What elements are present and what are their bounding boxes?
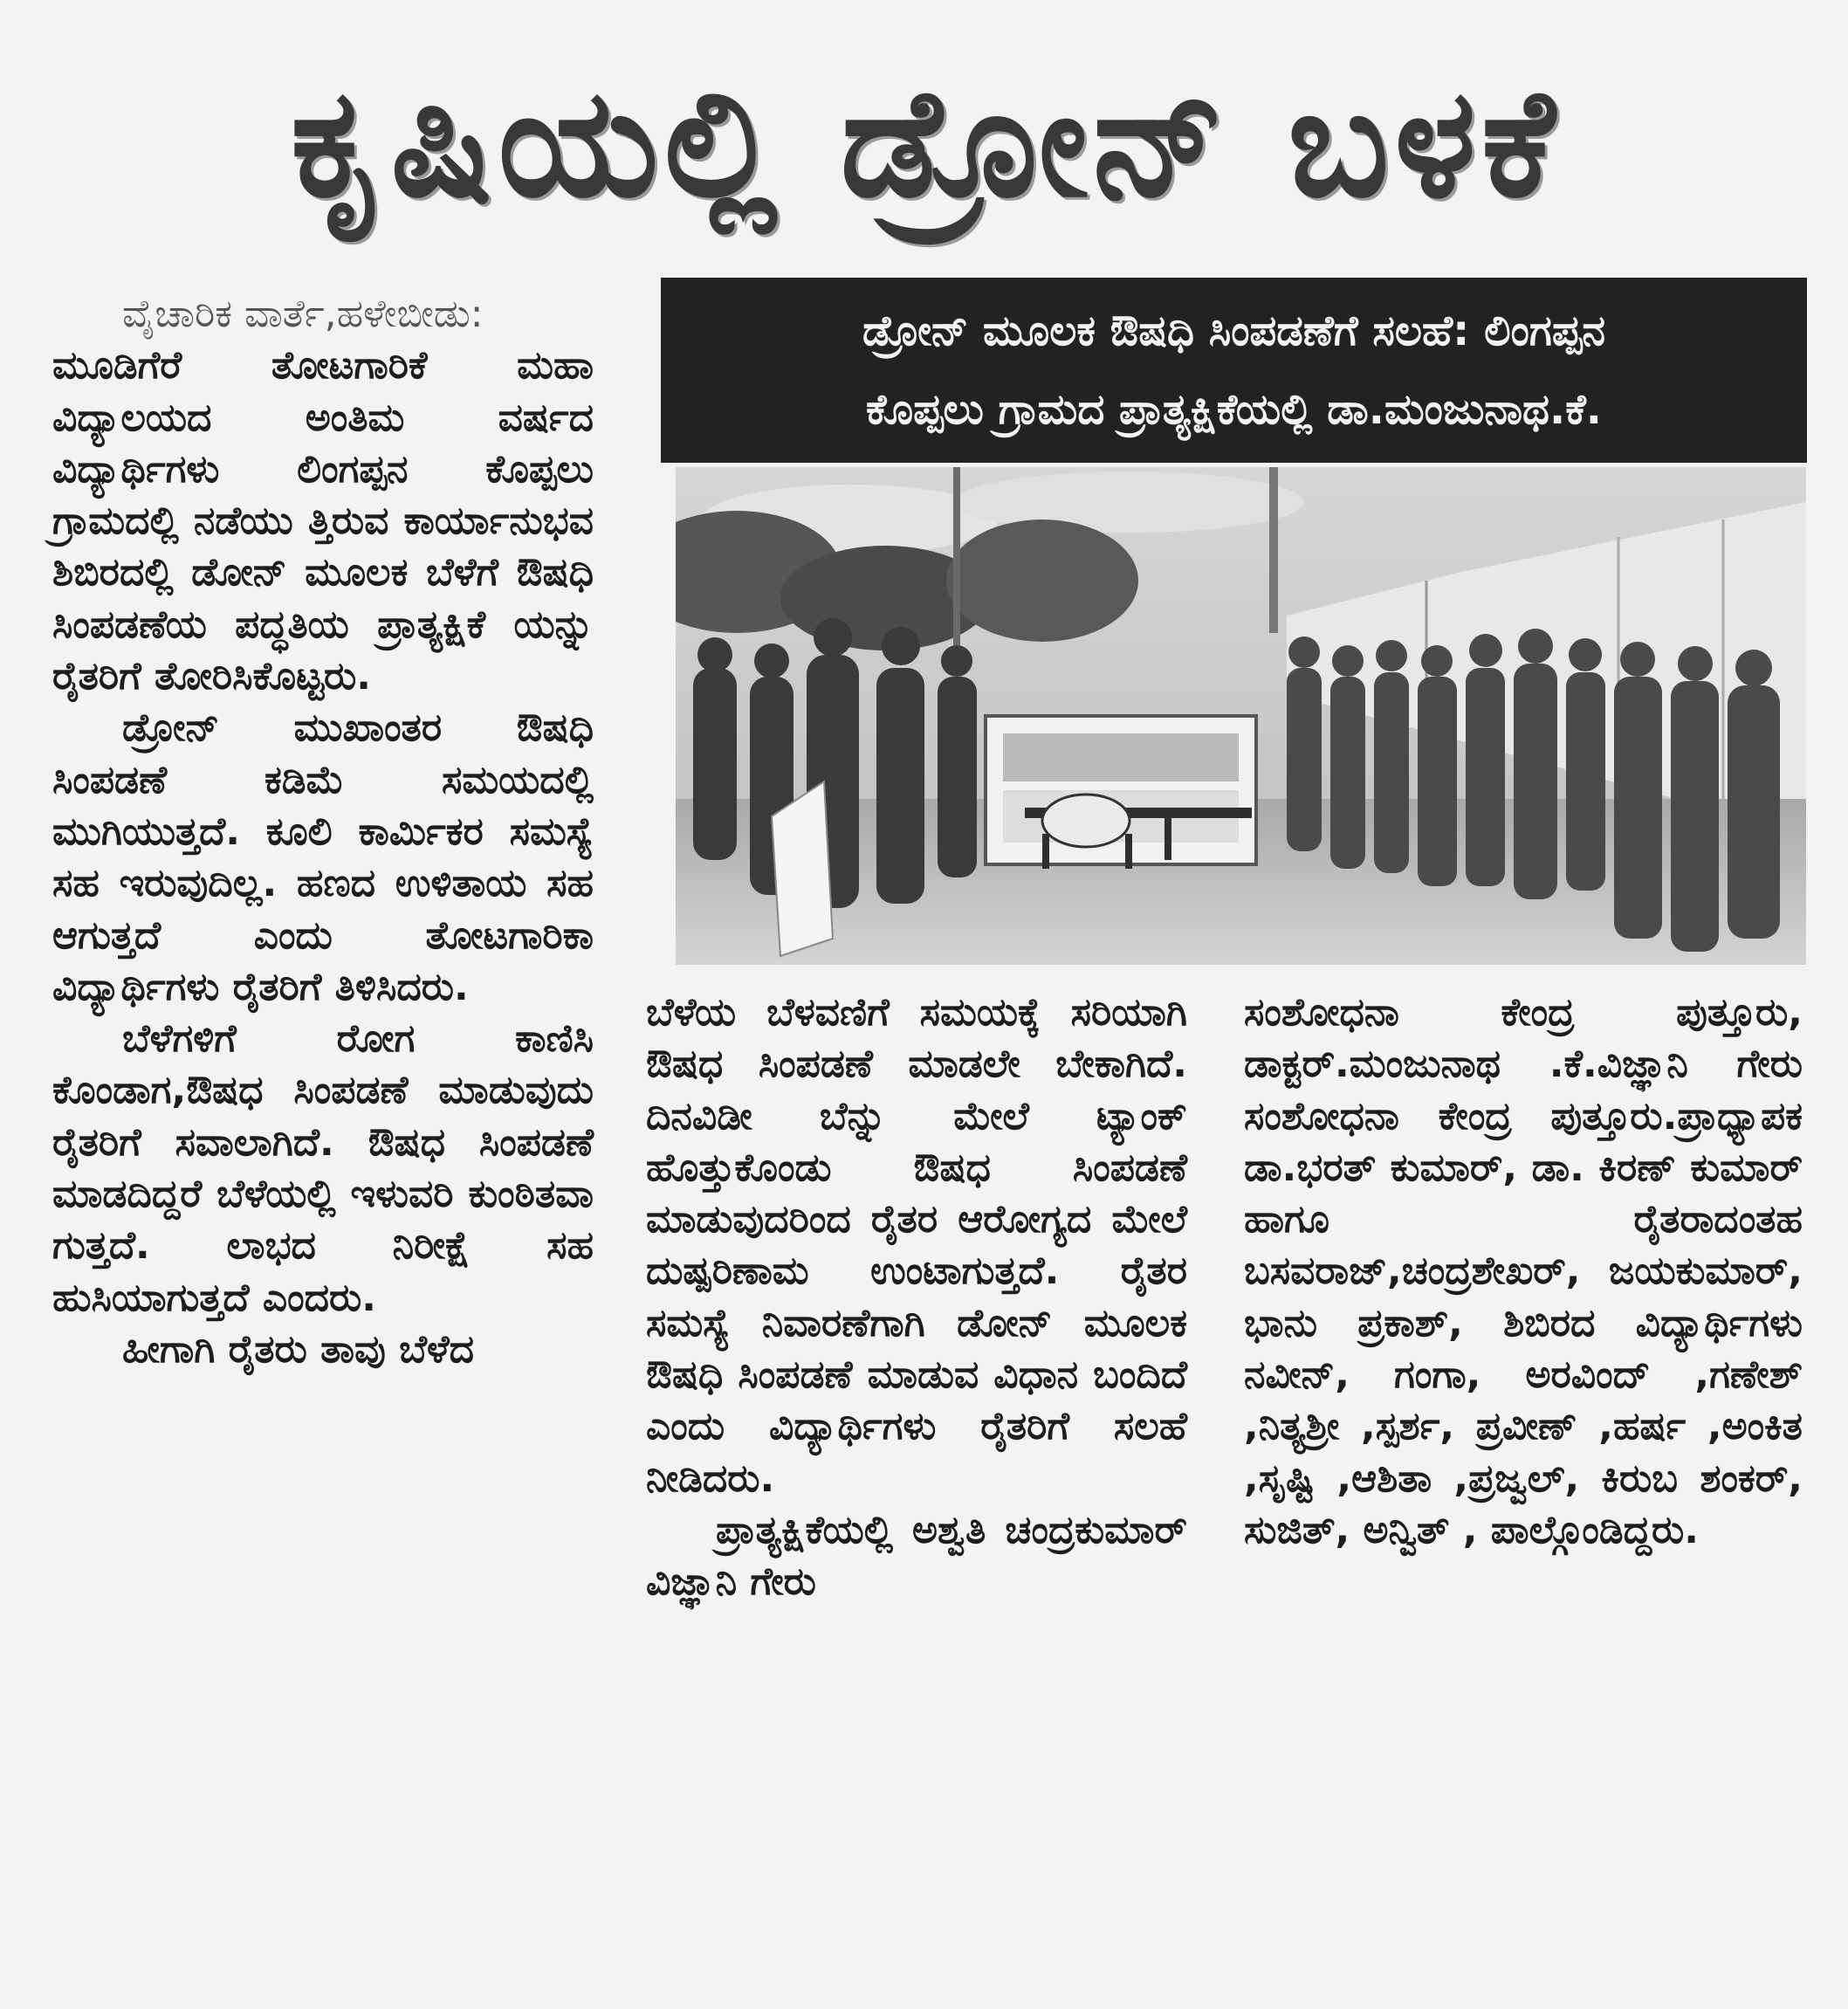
article-paragraph: ಬೆಳೆಯ ಬೆಳವಣಿಗೆ ಸಮಯಕ್ಕೆ ಸರಿಯಾಗಿ ಔಷಧ ಸಿಂಪಡಣೆ ಮಾಡಲೇ ಬೇಕಾಗಿದೆ. ದಿನವಿಡೀ ಬೆನ್ನು ಮೇಲೆ ಟ್ಯಾಂಕ್ ಹೊತ್ತುಕೊಂಡು ಔಷಧ ಸಿಂಪಡಣೆ ಮಾಡುವುದರಿಂದ ರೈತರ ಆರೋಗ್ಯದ ಮೇಲೆ ದುಷ್ಪರಿಣಾಮ ಉಂಟಾಗುತ್ತದೆ. ರೈತರ ಸಮಸ್ಯೆ ನಿವಾರಣೆಗಾಗಿ ಡೋನ್ ಮೂಲಕ ಔಷಧಿ ಸಿಂಪಡಣೆ ಮಾಡುವ ವಿಧಾನ ಬಂದಿದೆ ಎಂದು ವಿದ್ಯಾರ್ಥಿಗಳು ರೈತರಿಗೆ ಸಲಹೆ ನೀಡಿದರು. xyxy=(646,990,1187,1501)
caption-line-1: ಡ್ರೋನ್ ಮೂಲಕ ಔಷಧಿ ಸಿಂಪಡಣೆಗೆ ಸಲಹೆ: ಲಿಂಗಪ್ಪನ xyxy=(862,306,1606,355)
article-paragraph: ಡ್ರೋನ್ ಮುಖಾಂತರ ಔಷಧಿ ಸಿಂಪಡಣೆ ಕಡಿಮೆ ಸಮಯದಲ್ಲಿ ಮುಗಿಯುತ್ತದೆ. ಕೂಲಿ ಕಾರ್ಮಿಕರ ಸಮಸ್ಯೆ ಸಹ ಇರುವುದಿಲ್ಲ. ಹಣದ ಉಳಿತಾಯ ಸಹ ಆಗುತ್ತದೆ ಎಂದು ತೋಟಗಾರಿಕಾ ವಿದ್ಯಾರ್ಥಿಗಳು ರೈತರಿಗೆ ತಿಳಿಸಿದರು. xyxy=(52,705,594,1009)
dateline: ವೈಚಾರಿಕ ವಾರ್ತೆ,ಹಳೇಬೀಡು: xyxy=(122,292,484,336)
article-paragraph: ಮೂಡಿಗೆರೆ ತೋಟಗಾರಿಕೆ ಮಹಾ ವಿದ್ಯಾಲಯದ ಅಂತಿಮ ವರ್ಷದ ವಿದ್ಯಾರ್ಥಿಗಳು ಲಿಂಗಪ್ಪನ ಕೊಪ್ಪಲು ಗ್ರಾಮದಲ್ಲಿ ನಡೆಯು ತ್ತಿರುವ ಕಾರ್ಯಾನುಭವ ಶಿಬಿರದಲ್ಲಿ ಡೋನ್ ಮೂಲಕ ಬೆಳೆಗೆ ಔಷಧಿ ಸಿಂಪಡಣೆಯ ಪದ್ಧತಿಯ ಪ್ರಾತ್ಯಕ್ಷಿಕೆ ಯನ್ನು ರೈತರಿಗೆ ತೋರಿಸಿಕೊಟ್ಟರು. xyxy=(52,343,594,699)
photo-caption xyxy=(661,278,1807,463)
article-paragraph: ಹೀಗಾಗಿ ರೈತರು ತಾವು ಬೆಳೆದ xyxy=(122,1326,475,1372)
caption-line-2: ಕೊಪ್ಪಲು ಗ್ರಾಮದ ಪ್ರಾತ್ಯಕ್ಷಿಕೆಯಲ್ಲಿ ಡಾ.ಮಂಜುನಾಥ.ಕೆ. xyxy=(865,385,1603,434)
news-photo xyxy=(676,467,1806,965)
article-paragraph: ಪ್ರಾತ್ಯಕ್ಷಿಕೆಯಲ್ಲಿ ಅಶ್ವತಿ ಚಂದ್ರಕುಮಾರ್ ವಿಜ್ಞಾನಿ ಗೇರು xyxy=(646,1507,1187,1605)
headline: ಕೃಷಿಯಲ್ಲಿ ಡ್ರೋನ್ ಬಳಕೆ xyxy=(290,55,1561,230)
article-column-1 xyxy=(52,288,594,1991)
article-paragraph: ಬೆಳೆಗಳಿಗೆ ರೋಗ ಕಾಣಿಸಿ ಕೊಂಡಾಗ,ಔಷಧ ಸಿಂಪಡಣೆ ಮಾಡುವುದು ರೈತರಿಗೆ ಸವಾಲಾಗಿದೆ. ಔಷಧ ಸಿಂಪಡಣೆ ಮಾಡದಿದ್ದರೆ ಬೆಳೆಯಲ್ಲಿ ಇಳುವರಿ ಕುಂಠಿತವಾ ಗುತ್ತದೆ. ಲಾಭದ ನಿರೀಕ್ಷೆ ಸಹ ಹುಸಿಯಾಗುತ್ತದೆ ಎಂದರು. xyxy=(52,1016,594,1320)
article-column-2 xyxy=(646,987,1187,1991)
article-paragraph: ಸಂಶೋಧನಾ ಕೇಂದ್ರ ಪುತ್ತೂರು, ಡಾಕ್ಟರ್.ಮಂಜುನಾಥ .ಕೆ.ವಿಜ್ಞಾನಿ ಗೇರು ಸಂಶೋಧನಾ ಕೇಂದ್ರ ಪುತ್ತೂರು.ಪ್ರಾಧ್ಯಾಪಕ ಡಾ.ಭರತ್ ಕುಮಾರ್, ಡಾ. ಕಿರಣ್ ಕುಮಾರ್ ಹಾಗೂ ರೈತರಾದಂತಹ ಬಸವರಾಜ್,ಚಂದ್ರಶೇಖರ್, ಜಯಕುಮಾರ್, ಭಾನು ಪ್ರಕಾಶ್, ಶಿಬಿರದ ವಿದ್ಯಾರ್ಥಿಗಳು ನವೀನ್, ಗಂಗಾ, ಅರವಿಂದ್ ,ಗಣೇಶ್ ,ನಿತ್ಯಶ್ರೀ ,ಸ್ಪರ್ಶ, ಪ್ರವೀಣ್ ,ಹರ್ಷ ,ಅಂಕಿತ ,ಸೃಷ್ಟಿ ,ಆಶಿತಾ ,ಪ್ರಜ್ವಲ್, ಕಿರುಬ ಶಂಕರ್, ಸುಜಿತ್, ಅನ್ವಿತ್ , ಪಾಲ್ಗೊಂಡಿದ್ದರು. xyxy=(1244,990,1803,1552)
article-column-3 xyxy=(1244,987,1803,1991)
